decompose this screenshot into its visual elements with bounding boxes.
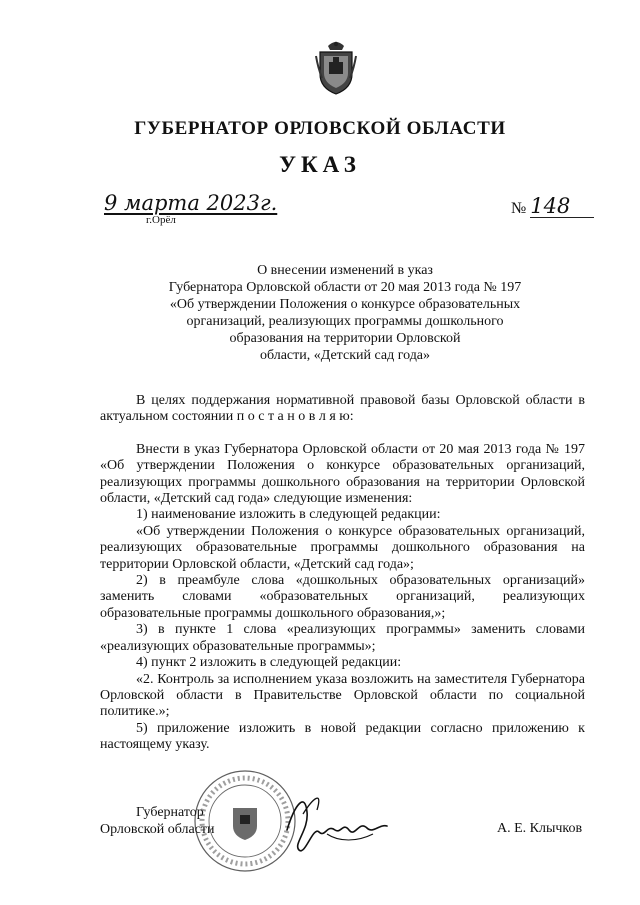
document-type-title: УКАЗ <box>279 152 361 177</box>
subject-line: области, «Детский сад года» <box>259 348 431 363</box>
subject-line: образования на территории Орловской <box>229 331 461 346</box>
intro-paragraph: Внести в указ Губернатора Орловской области от 20 мая 2013 года № 197 «Об утверждении Положения о конкурсе образовательных организаций, реализующих программы дошкольного образования на территории Орловской области, «Детский сад года» следующие изменения: <box>100 441 585 507</box>
subject-line: «Об утверждении Положения о конкурсе образовательных <box>169 297 521 312</box>
signer-position-line: Орловской области <box>100 822 215 837</box>
subject-line: организаций, реализующих программы дошкольного <box>186 314 504 329</box>
subject-line: Губернатора Орловской области от 20 мая 2013 года № 197 <box>168 280 522 295</box>
item-1: 1) наименование изложить в следующей редакции: <box>136 507 441 523</box>
preamble-paragraph: В целях поддержания нормативной правовой базы Орловской области в актуальном состоянии п о с т а н о в л я ю: <box>100 393 585 425</box>
authority-title: ГУБЕРНАТОР ОРЛОВСКОЙ ОБЛАСТИ <box>134 118 506 139</box>
item-5: 5) приложение изложить в новой редакции согласно приложению к настоящему указу. <box>100 720 585 753</box>
city-label: г.Орёл <box>146 214 176 226</box>
item-3: 3) в пункте 1 слова «реализующих программы» заменить словами «реализующих образовательные программы»; <box>100 622 585 654</box>
document-subject <box>150 262 540 364</box>
handwritten-date: 9 марта 2023г. <box>104 191 278 215</box>
item-4: 4) пункт 2 изложить в следующей редакции: <box>136 655 402 671</box>
signer-position-line: Губернатор <box>136 805 204 820</box>
number-prefix: № <box>511 200 527 217</box>
item-2: 2) в преамбуле слова «дошкольных образовательных организаций» заменить словами «образовательных организаций, реализующих образовательные программы дошкольного образования,»; <box>100 573 585 621</box>
signer-name: А. Е. Клычков <box>497 821 583 836</box>
item-4-quote: «2. Контроль за исполнением указа возложить на заместителя Губернатора Орловской области в Правительстве Орловской области по социальной политике.»; <box>100 671 585 720</box>
coat-of-arms-icon <box>314 38 358 96</box>
subject-line: О внесении изменений в указ <box>257 263 433 278</box>
handwritten-number: 148 <box>530 196 594 218</box>
document-body <box>100 393 585 754</box>
handwritten-signature-icon <box>283 784 391 862</box>
document-number <box>511 196 594 218</box>
item-1-quote: «Об утверждении Положения о конкурсе образовательных организаций, реализующих образовательные программы дошкольного образования на территории Орловской области, «Детский сад года»; <box>100 523 585 572</box>
